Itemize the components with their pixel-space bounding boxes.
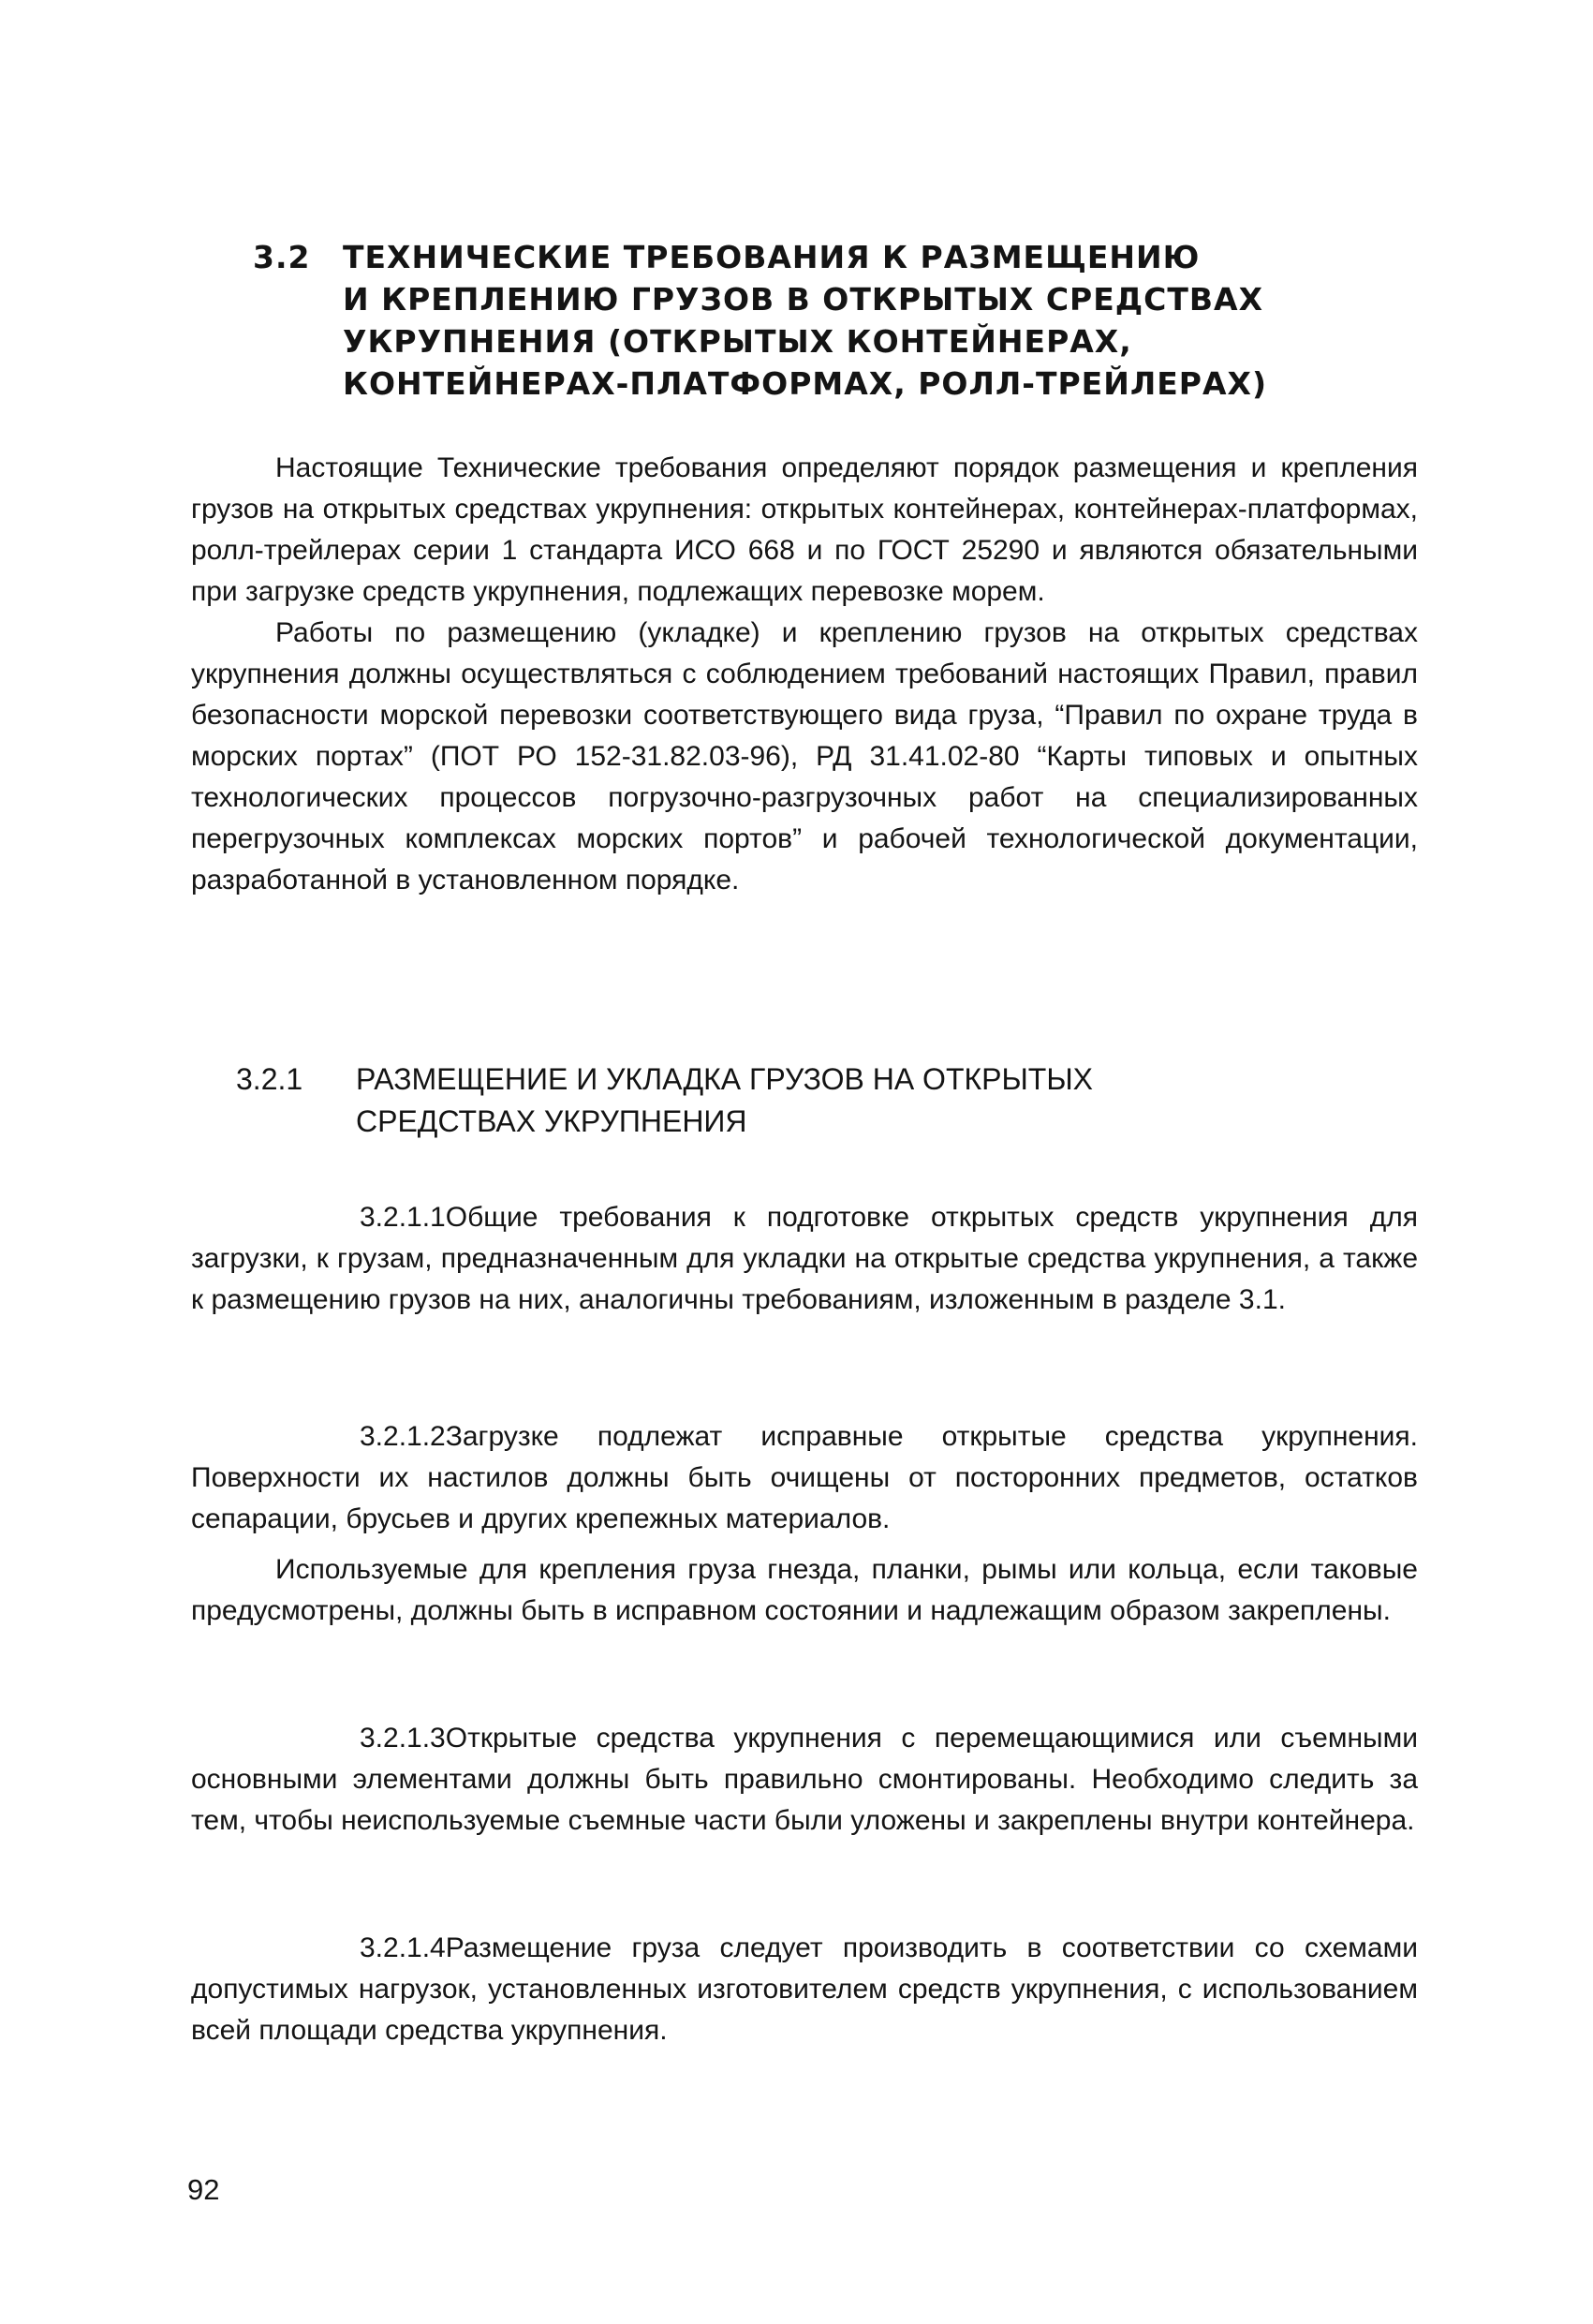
clause-3-2-1-4 xyxy=(191,1928,1418,2051)
intro-paragraph-2: Работы по размещению (укладке) и креплению грузов на открытых средствах укрупнения должны осуществляться с соблюдением требований настоящих Правил, правил безопасности морской перевозки соответствующего вида груза, “Правил по охране труда в морских портах” (ПОТ РО 152-31.82.03-96), РД 31.41.02-80 “Карты типовых и опытных технологических процессов погрузочно-разгрузочных работ на специализированных перегрузочных комплексах морских портов” и рабочей технологической документации, разработанной в установленном порядке. xyxy=(191,617,1418,896)
clause-text: Размещение груза следует производить в соответствии со схемами допустимых нагрузок, установленных изготовителем средств укрупнения, с использованием всей площади средства укрупнения. xyxy=(191,1932,1418,2046)
subsection-heading-line-1: РАЗМЕЩЕНИЕ И УКЛАДКА ГРУЗОВ НА ОТКРЫТЫХ xyxy=(356,1062,1094,1096)
subsection-heading xyxy=(236,1058,1360,1143)
clause-text: Открытые средства укрупнения с перемещающимися или съемными основными элементами должны быть правильно смонтированы. Необходимо следить за тем, чтобы неиспользуемые съемные части были уложены и закреплены внутри контейнера. xyxy=(191,1723,1418,1836)
clause-3-2-1-1 xyxy=(191,1197,1418,1321)
section-number: 3.2 xyxy=(253,239,311,275)
clause-3-2-1-2 xyxy=(191,1416,1418,1632)
clause-number: 3.2.1.2 xyxy=(360,1421,446,1452)
section-heading-line-3: УКРУПНЕНИЯ (ОТКРЫТЫХ КОНТЕЙНЕРАХ, xyxy=(343,323,1132,360)
clause-number: 3.2.1.4 xyxy=(360,1932,446,1963)
clause-number: 3.2.1.3 xyxy=(360,1723,446,1754)
clause-extra-paragraph: Используемые для крепления груза гнезда, планки, рымы или кольца, если таковые предусмотрены, должны быть в исправном состоянии и надлежащим образом закреплены. xyxy=(191,1554,1418,1626)
section-heading-line-1: ТЕХНИЧЕСКИЕ ТРЕБОВАНИЯ К РАЗМЕЩЕНИЮ xyxy=(343,239,1201,275)
clause-text: Общие требования к подготовке открытых средств укрупнения для загрузки, к грузам, предназначенным для укладки на открытые средства укрупнения, а также к размещению грузов на них, аналогичны требованиям, изложенным в разделе 3.1. xyxy=(191,1202,1418,1315)
clause-number: 3.2.1.1 xyxy=(360,1202,446,1233)
clause-text: Загрузке подлежат исправные открытые средства укрупнения. Поверхности их настилов должны быть очищены от посторонних предметов, остатков сепарации, брусьев и других крепежных материалов. xyxy=(191,1421,1418,1534)
section-heading-line-4: КОНТЕЙНЕРАХ-ПЛАТФОРМАХ, РОЛЛ-ТРЕЙЛЕРАХ) xyxy=(343,365,1268,402)
intro-block xyxy=(191,448,1418,901)
clause-3-2-1-3 xyxy=(191,1718,1418,1842)
subsection-heading-line-2: СРЕДСТВАХ УКРУПНЕНИЯ xyxy=(356,1104,747,1138)
section-heading-line-2: И КРЕПЛЕНИЮ ГРУЗОВ В ОТКРЫТЫХ СРЕДСТВАХ xyxy=(343,281,1264,318)
section-heading xyxy=(253,236,1377,405)
subsection-number: 3.2.1 xyxy=(236,1062,303,1096)
page-number: 92 xyxy=(187,2173,220,2206)
intro-paragraph-1: Настоящие Технические требования определяют порядок размещения и крепления грузов на открытых средствах укрупнения: открытых контейнерах, контейнерах-платформах, ролл-трейлерах серии 1 стандарта ИСО 668 и по ГОСТ 25290 и являются обязательными при загрузке средств укрупнения, подлежащих перевозке морем. xyxy=(191,452,1418,607)
